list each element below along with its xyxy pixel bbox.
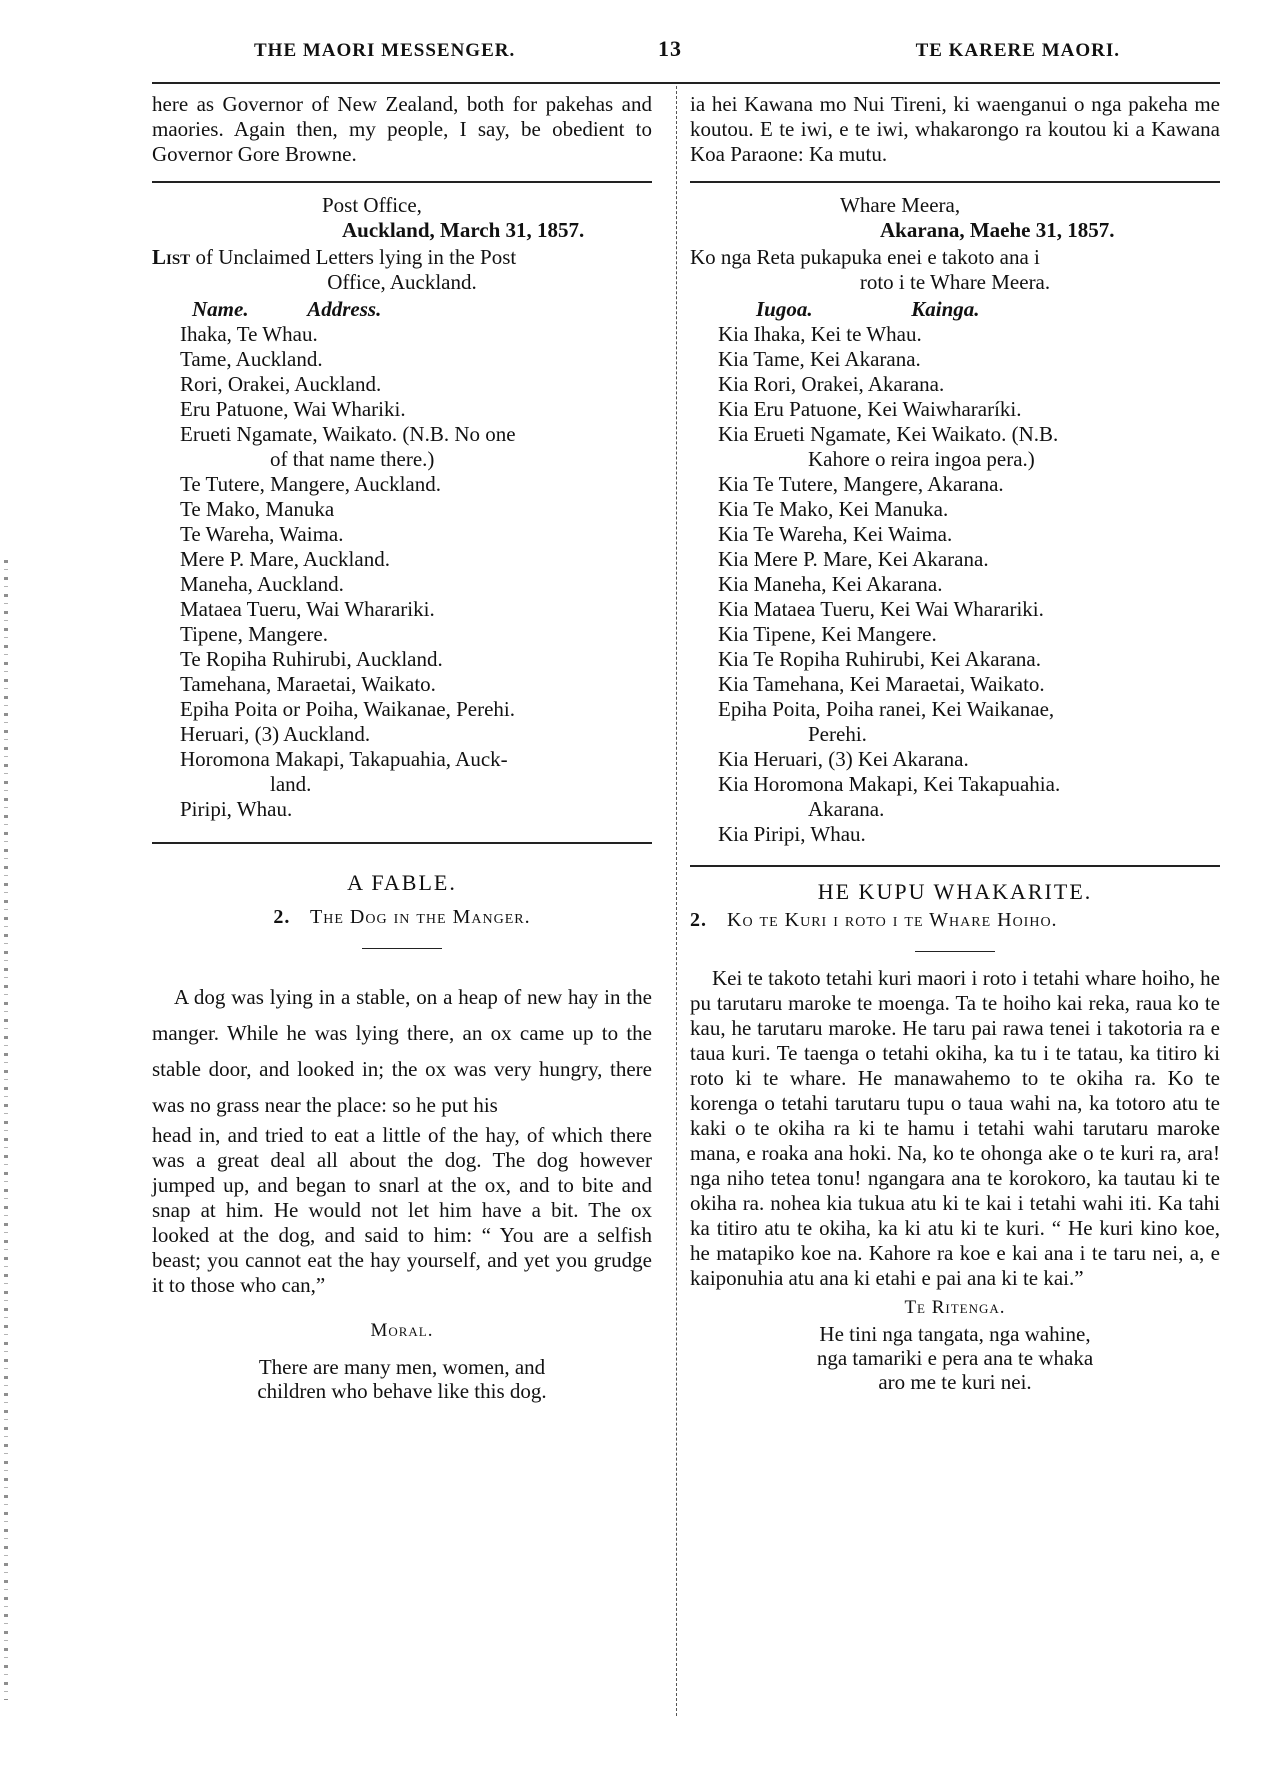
section-rule: [152, 181, 652, 183]
page-number: 13: [658, 36, 682, 61]
ritenga-text: [690, 1322, 1220, 1394]
section-rule: [152, 842, 652, 844]
letter-entry: [180, 497, 652, 522]
letter-entry: [180, 397, 652, 422]
entry-text: Eru Patuone, Wai Whariki.: [180, 397, 406, 421]
column-divider: [676, 86, 677, 1716]
letter-entry: [718, 597, 1220, 622]
fable-number: 2.: [273, 906, 291, 928]
post-office-dateline: [152, 193, 652, 243]
unclaimed-letters-heading: [152, 245, 652, 295]
entry-text: Maneha, Auckland.: [180, 572, 344, 596]
section-rule: [690, 181, 1220, 183]
letter-entry: [180, 572, 652, 597]
whare-meera-place: Whare Meera,: [840, 193, 961, 217]
moral-line: children who behave like this dog.: [257, 1379, 547, 1403]
letter-entry: [718, 822, 1220, 847]
entry-text: Tame, Auckland.: [180, 347, 323, 371]
entry-continuation: Kahore o reira ingoa pera.): [808, 447, 1035, 471]
entry-text: Te Wareha, Waima.: [180, 522, 344, 546]
kupu-whakarite-story: Kei te takoto tetahi kuri maori i roto i tetahi whare hoiho, he pu tarutaru maroke te moenga. Ta te hoiho kai reka, raua ko te kau, he tarutaru maroke. He taru pai rawa tenei i takotoria ra e taua kuri. Te taenga o tetahi okiha, ka tu i te tatau, ka titiro ki roto ki te whare. He manawahemo to te okiha ra. Ko te korenga o tetahi tarutaru tupu o taua wahi na, ka totoro atu te kaki o te okiha ra ki te hamu i tetahi wahi tarutaru maroke mana, e roaka ana hoki. Na, ko te ohonga ake o te kuri ra, ara! nga niho tetea tonu! ngangara ana te korokoro, ka tautau ki te okiha ra. nohea kia tukua atu ki te kai i tetahi wahi iti. Ka tahi ka titiro atu te okiha, ka ki atu ki te kuri. “ He kuri kino koe, he matapiko koe na. Kahore ra koe e kai ana i te taru nei, a, e kaiponuhia atu ana ki etahi e pai ana ki te kai.”: [690, 966, 1220, 1290]
entry-text: Tamehana, Maraetai, Waikato.: [180, 672, 436, 696]
short-rule: [915, 951, 995, 952]
letter-entry: [718, 522, 1220, 547]
letter-entry: [180, 747, 652, 797]
fable-subtitle: [152, 905, 652, 930]
letter-entry: [180, 322, 652, 347]
letter-entry: [180, 697, 652, 722]
entry-text: Mataea Tueru, Wai Wharariki.: [180, 597, 435, 621]
english-column: [152, 92, 652, 1403]
entry-text: Kia Mataea Tueru, Kei Wai Wharariki.: [718, 597, 1044, 621]
letter-entry: [180, 422, 652, 472]
entry-continuation: Akarana.: [808, 797, 885, 821]
entry-continuation: land.: [270, 772, 312, 796]
masthead-english-title: THE MAORI MESSENGER.: [254, 40, 516, 61]
ingoa-label: Iugoa.: [756, 297, 813, 321]
fable-story-part-2: head in, and tried to eat a little of the hay, of which there was a great deal all about the dog. The dog however jumped up, and began to snarl at the ox, and to bite and snap at him. He would not let him have a bit. The ox looked at the dog, and said to him: “ You are a selfish beast; you cannot eat the hay yourself, and yet you grudge it to those who can,”: [152, 1123, 652, 1297]
moral-line: There are many men, women, and: [258, 1355, 546, 1379]
entry-text: Heruari, (3) Auckland.: [180, 722, 371, 746]
letter-entry: [180, 797, 652, 822]
letter-entry: [180, 472, 652, 497]
post-office-place: Post Office,: [322, 193, 422, 217]
letter-entry: [180, 672, 652, 697]
masthead-maori-title: TE KARERE MAORI.: [915, 40, 1120, 61]
ritenga-line: He tini nga tangata, nga wahine,: [819, 1322, 1091, 1346]
letter-entry: [718, 397, 1220, 422]
entry-text: Kia Ihaka, Kei te Whau.: [718, 322, 922, 346]
moral-text: [152, 1355, 652, 1403]
whare-meera-date: Akarana, Maehe 31, 1857.: [880, 218, 1115, 242]
entry-text: Kia Mere P. Mare, Kei Akarana.: [718, 547, 989, 571]
letter-entry: [718, 672, 1220, 697]
entry-text: Tipene, Mangere.: [180, 622, 328, 646]
letter-entry: [718, 497, 1220, 522]
entry-continuation: Perehi.: [808, 722, 867, 746]
entry-text: Kia Rori, Orakei, Akarana.: [718, 372, 945, 396]
entry-text: Kia Tame, Kei Akarana.: [718, 347, 921, 371]
heading-smallcaps: List: [152, 245, 191, 269]
letter-entry: [180, 522, 652, 547]
reta-list: [690, 322, 1220, 847]
kupu-whakarite-title: HE KUPU WHAKARITE.: [817, 879, 1093, 904]
fable-subtitle-text: Ko te Kuri i roto i te Whare Hoiho.: [727, 909, 1058, 931]
letter-entry: [180, 647, 652, 672]
entry-text: Kia Eru Patuone, Kei Waiwhararíki.: [718, 397, 1022, 421]
letter-entry: [718, 772, 1220, 822]
letter-entry: [718, 622, 1220, 647]
letter-entry: [718, 372, 1220, 397]
letter-entry: [718, 547, 1220, 572]
entry-text: Piripi, Whau.: [180, 797, 293, 821]
ritenga-line: nga tamariki e pera ana te whaka: [816, 1346, 1094, 1370]
fable-title: A FABLE.: [347, 870, 457, 895]
unclaimed-letters-list: [152, 322, 652, 822]
heading-continuation: roto i te Whare Meera.: [859, 270, 1051, 294]
letter-entry: [718, 647, 1220, 672]
letter-entry: [180, 547, 652, 572]
letter-entry: [718, 572, 1220, 597]
entry-text: Epiha Poita or Poiha, Waikanae, Perehi.: [180, 697, 516, 721]
letter-entry: [180, 372, 652, 397]
fable-number: 2.: [690, 909, 707, 931]
entry-text: Kia Piripi, Whau.: [718, 822, 866, 846]
ritenga-line: aro me te kuri nei.: [878, 1370, 1032, 1394]
entry-text: Kia Te Ropiha Ruhirubi, Kei Akarana.: [718, 647, 1041, 671]
list-column-labels: [192, 297, 652, 322]
heading-rest: of Unclaimed Letters lying in the Post: [195, 245, 517, 269]
entry-text: Kia Maneha, Kei Akarana.: [718, 572, 943, 596]
entry-text: Kia Te Tutere, Mangere, Akarana.: [718, 472, 1004, 496]
heading-continuation: Office, Auckland.: [327, 270, 477, 294]
entry-continuation: of that name there.): [270, 447, 435, 471]
entry-text: Horomona Makapi, Takapuahia, Auck-: [180, 747, 508, 771]
letter-entry: [718, 697, 1220, 747]
kupu-whakarite-subtitle: [690, 908, 1220, 933]
entry-text: Rori, Orakei, Auckland.: [180, 372, 382, 396]
fable-subtitle-text: The Dog in the Manger.: [310, 906, 531, 928]
maori-column: [690, 92, 1220, 1394]
scan-edge-artifact: [4, 560, 8, 1700]
header-rule: [152, 82, 1220, 84]
entry-text: Te Mako, Manuka: [180, 497, 335, 521]
ritenga-title: Te Ritenga.: [904, 1297, 1006, 1318]
letter-entry: [718, 747, 1220, 772]
heading-text: Ko nga Reta pukapuka enei e takoto ana i: [690, 245, 1040, 269]
letter-entry: [718, 422, 1220, 472]
name-label: Name.: [192, 297, 249, 321]
entry-text: Epiha Poita, Poiha ranei, Kei Waikanae,: [718, 697, 1055, 721]
post-office-date: Auckland, March 31, 1857.: [342, 218, 585, 242]
english-opening-paragraph: here as Governor of New Zealand, both for pakehas and maories. Again then, my people, I say, be obedient to Governor Gore Browne.: [152, 92, 652, 166]
letter-entry: [180, 722, 652, 747]
entry-text: Kia Tamehana, Kei Maraetai, Waikato.: [718, 672, 1045, 696]
list-column-labels: [756, 297, 1220, 322]
short-rule: [362, 948, 442, 949]
fable-story-part-1: A dog was lying in a stable, on a heap of new hay in the manger. While he was lying there, an ox came up to the stable door, and looked in; the ox was very hungry, there was no grass near the place: so he put his: [152, 985, 652, 1117]
entry-text: Mere P. Mare, Auckland.: [180, 547, 390, 571]
maori-opening-paragraph: ia hei Kawana mo Nui Tireni, ki waenganui o nga pakeha me koutou. E te iwi, e te iwi, whakarongo ra koutou ki a Kawana Koa Paraone: Ka mutu.: [690, 92, 1220, 166]
entry-text: Kia Te Wareha, Kei Waima.: [718, 522, 953, 546]
entry-text: Erueti Ngamate, Waikato. (N.B. No one: [180, 422, 516, 446]
letter-entry: [718, 322, 1220, 347]
address-label: Address.: [307, 297, 382, 321]
entry-text: Te Ropiha Ruhirubi, Auckland.: [180, 647, 443, 671]
section-rule: [690, 865, 1220, 867]
reta-heading: [690, 245, 1220, 295]
letter-entry: [180, 597, 652, 622]
entry-text: Te Tutere, Mangere, Auckland.: [180, 472, 441, 496]
entry-text: Kia Te Mako, Kei Manuka.: [718, 497, 949, 521]
entry-text: Kia Heruari, (3) Kei Akarana.: [718, 747, 969, 771]
letter-entry: [180, 347, 652, 372]
letter-entry: [180, 622, 652, 647]
moral-title: Moral.: [370, 1320, 434, 1341]
kainga-label: Kainga.: [911, 297, 980, 321]
entry-text: Kia Horomona Makapi, Kei Takapuahia.: [718, 772, 1061, 796]
letter-entry: [718, 347, 1220, 372]
entry-text: Kia Erueti Ngamate, Kei Waikato. (N.B.: [718, 422, 1059, 446]
entry-text: Kia Tipene, Kei Mangere.: [718, 622, 937, 646]
whare-meera-dateline: [690, 193, 1220, 243]
masthead: [240, 36, 1120, 66]
letter-entry: [718, 472, 1220, 497]
entry-text: Ihaka, Te Whau.: [180, 322, 318, 346]
